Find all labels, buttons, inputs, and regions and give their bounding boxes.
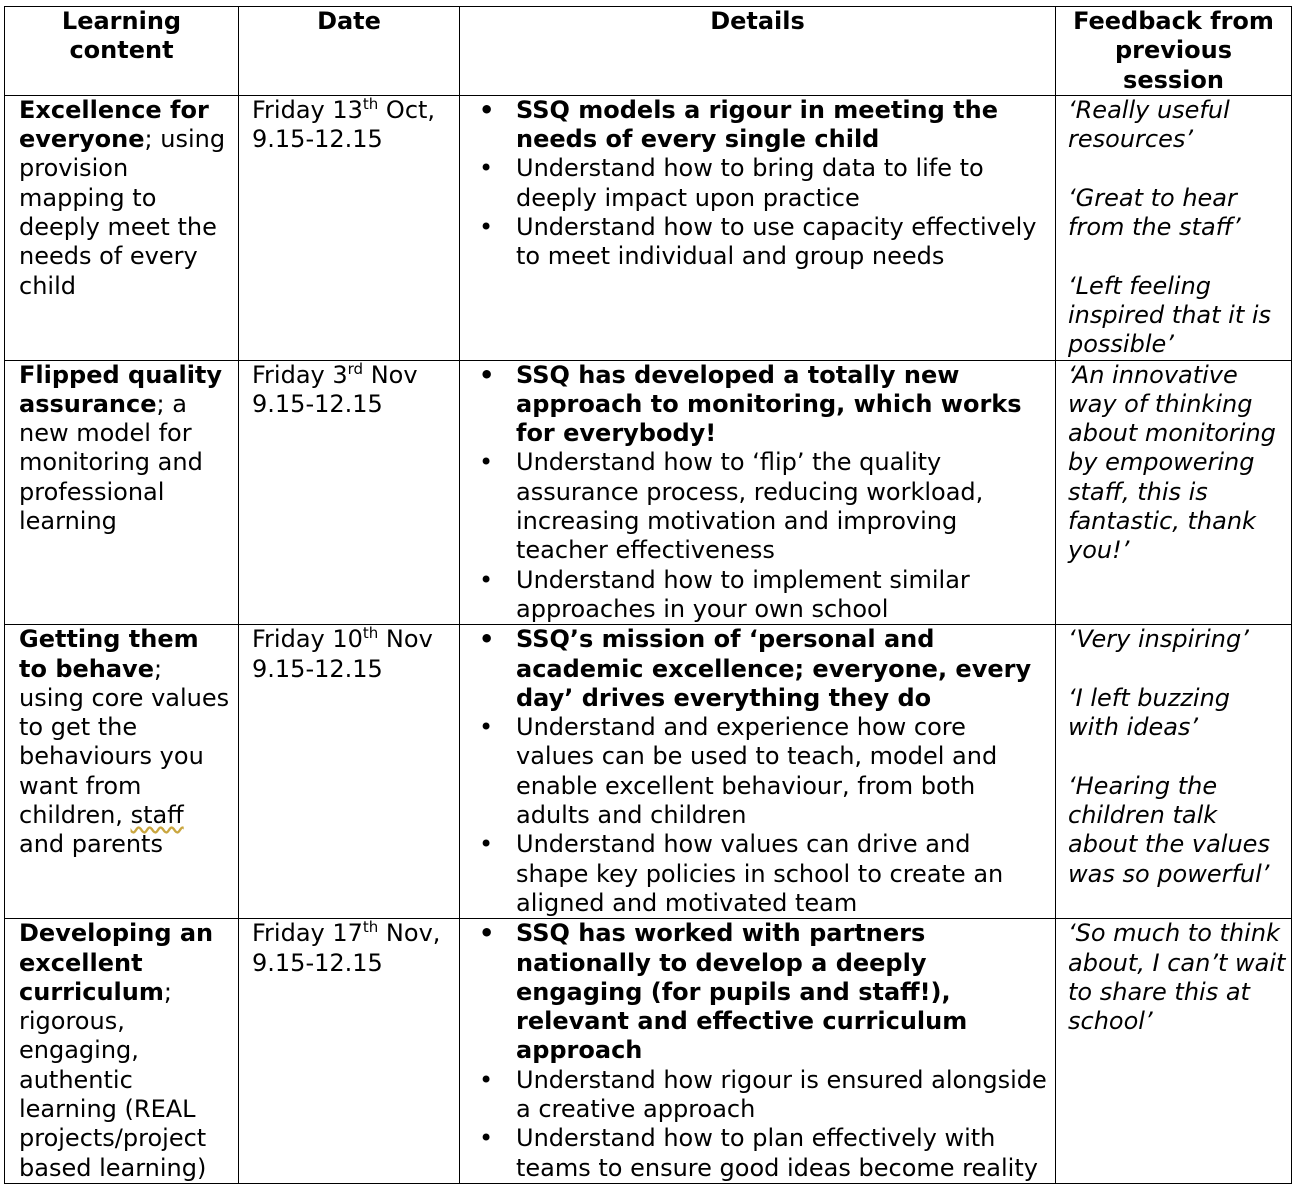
date-suffix: th [362,918,379,937]
feedback-cell [1056,919,1292,1184]
feedback-quote: ‘Left feeling inspired that it is possible’ [1068,271,1272,359]
date-suffix: th [362,94,379,113]
date-text: Friday 17 [252,919,363,948]
date-cell [239,95,460,360]
header-learning-content: Learning content [5,7,239,96]
details-item: • SSQ has worked with partners nationally to develop a deeply engaging (for pupils and staff!), relevant and effective curriculum approach [516,919,1049,1065]
learning-content-cell [5,360,239,625]
date-text: Friday 13 [252,95,363,124]
date-cell [239,919,460,1184]
details-cell [460,95,1056,360]
date-suffix: rd [347,359,364,378]
details-item: • Understand how to use capacity effectively to meet individual and group needs [516,213,1049,272]
date-text: Friday 10 [252,625,363,654]
session-subtitle-end: and parents [19,830,163,859]
details-item: • Understand how values can drive and shape key policies in school to create an aligned and motivated team [516,830,1049,918]
details-item: • SSQ models a rigour in meeting the needs of every single child [516,96,1049,155]
feedback-quote: ‘So much to think about, I can’t wait to share this at school’ [1068,919,1286,1036]
feedback-quote: ‘Hearing the children talk about the values was so powerful’ [1068,771,1270,888]
header-date: Date [239,7,460,96]
date-time: Nov 9.15-12.15 [252,360,418,418]
session-title: Flipped quality assurance [19,360,223,418]
details-item: • Understand how to ‘flip’ the quality assurance process, reducing workload, increasing motivation and improving teacher effectiveness [516,448,1049,565]
session-subtitle-flagged-word: staff [130,801,184,830]
session-subtitle: ; using core values to get the behaviours you want from children, [19,654,230,830]
feedback-quote: ‘Very inspiring’ [1068,625,1249,654]
feedback-quote: ‘Great to hear from the staff’ [1068,183,1241,242]
details-item: • SSQ’s mission of ‘personal and academic excellence; everyone, every day’ drives everything they do [516,625,1049,713]
details-item: • Understand how to plan effectively with teams to ensure good ideas become reality [516,1124,1049,1183]
session-subtitle: ; rigorous, engaging, authentic learning (REAL projects/project based learning) [19,977,207,1182]
details-item: • Understand how to bring data to life to deeply impact upon practice [516,154,1049,213]
table-row [5,95,1292,360]
feedback-quote: ‘I left buzzing with ideas’ [1068,683,1231,742]
table-row [5,360,1292,625]
date-cell [239,625,460,919]
session-title: Getting them to behave [19,625,199,683]
details-item: • SSQ has developed a totally new approach to monitoring, which works for everybody! [516,361,1049,449]
details-list [460,625,1049,918]
details-item: • Understand and experience how core values can be used to teach, model and enable excellent behaviour, from both adults and children [516,713,1049,830]
details-cell [460,625,1056,919]
details-cell [460,919,1056,1184]
date-suffix: th [362,624,379,643]
details-list [460,96,1049,272]
header-details: Details [460,7,1056,96]
session-subtitle: ; a new model for monitoring and professional learning [19,389,203,536]
session-title: Developing an excellent curriculum [19,919,214,1006]
session-subtitle: ; using provision mapping to deeply meet the needs of every child [19,125,226,300]
date-text: Friday 3 [252,360,348,389]
header-row [5,7,1292,96]
feedback-quote: ‘An innovative way of thinking about monitoring by empowering staff, this is fantastic, thank you!’ [1068,360,1276,565]
header-feedback: Feedback from previous session [1056,7,1292,96]
date-time: Nov 9.15-12.15 [252,625,433,683]
feedback-cell [1056,625,1292,919]
details-cell [460,360,1056,625]
date-time: Oct, 9.15-12.15 [252,95,436,154]
details-item: • Understand how rigour is ensured alongside a creative approach [516,1066,1049,1125]
table-row [5,919,1292,1184]
feedback-cell [1056,95,1292,360]
session-title: Excellence for everyone [19,95,209,154]
learning-content-cell [5,625,239,919]
feedback-quote: ‘Really useful resources’ [1068,95,1230,154]
feedback-cell [1056,360,1292,625]
details-list [460,361,1049,625]
date-time: Nov, 9.15-12.15 [252,919,441,977]
learning-content-cell [5,95,239,360]
date-cell [239,360,460,625]
learning-content-cell [5,919,239,1184]
details-item: • Understand how to implement similar approaches in your own school [516,566,1049,625]
sessions-table [4,6,1292,1184]
table-row [5,625,1292,919]
details-list [460,919,1049,1183]
